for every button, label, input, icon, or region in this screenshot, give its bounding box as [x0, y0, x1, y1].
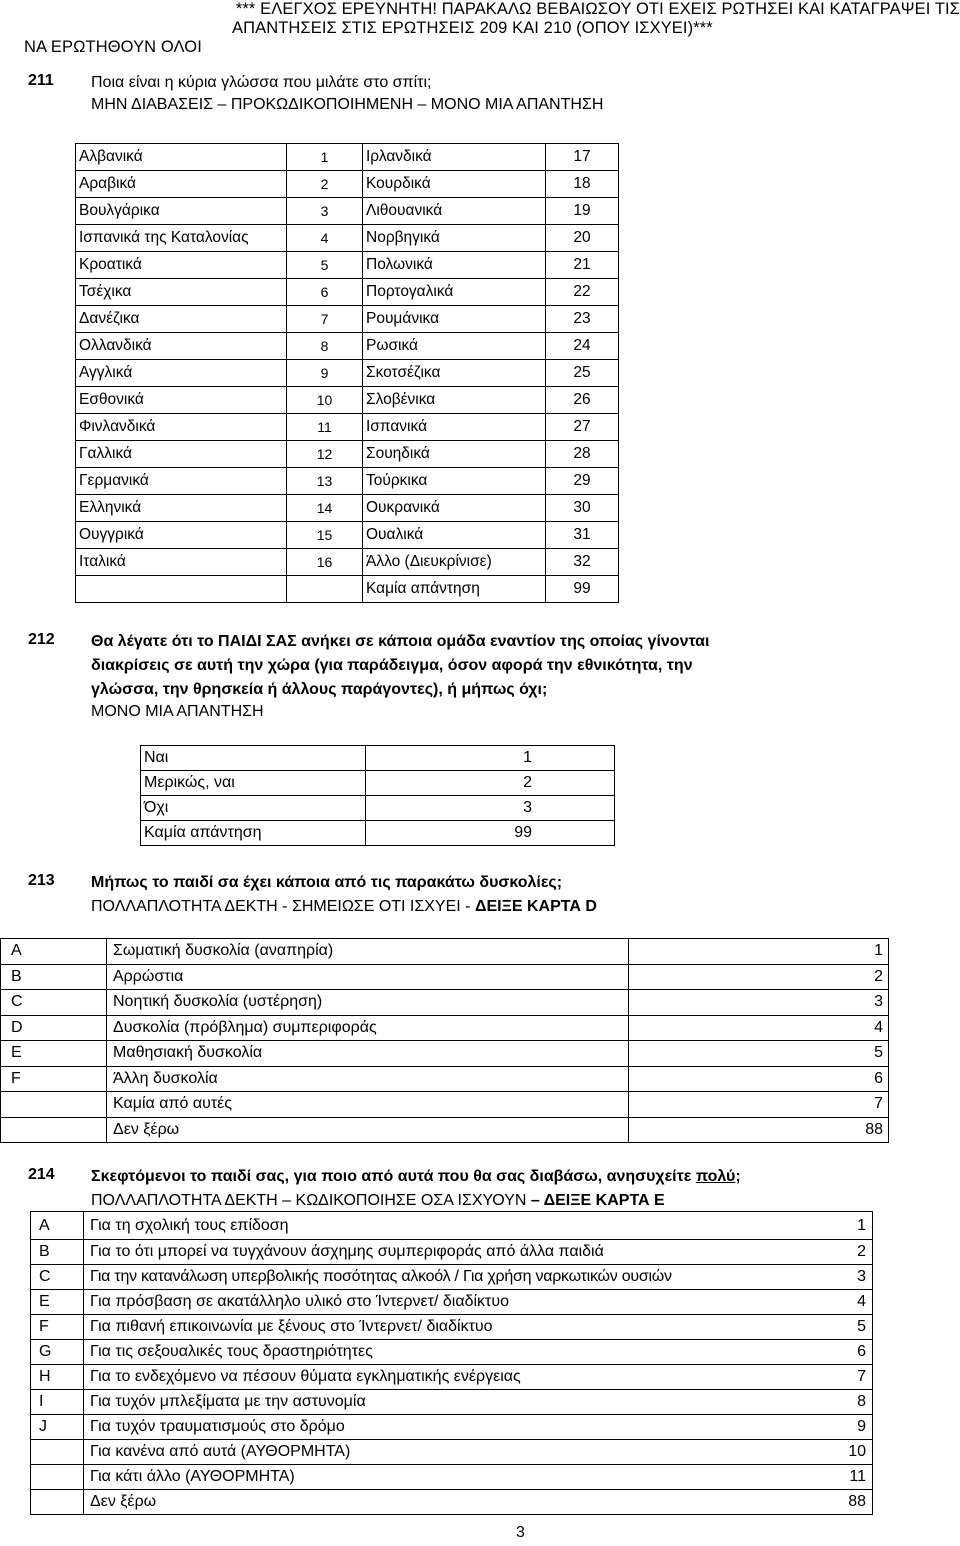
language-code: 19: [546, 198, 619, 225]
language-label: Ολλανδικά: [76, 333, 287, 360]
language-code: 8: [287, 333, 363, 360]
language-label: Πορτογαλικά: [363, 279, 546, 306]
language-label: Ελληνικά: [76, 495, 287, 522]
language-code: 21: [546, 252, 619, 279]
language-label: Σλοβένικα: [363, 387, 546, 414]
difficulty-label: Σωματική δυσκολία (αναπηρία): [107, 939, 629, 965]
row-letter: E: [1, 1041, 107, 1067]
difficulty-label: Καμία από αυτές: [107, 1092, 629, 1118]
concern-code: 8: [857, 1393, 866, 1410]
concern-cell: [84, 1365, 873, 1390]
language-label: Αραβικά: [76, 171, 287, 198]
difficulty-code: 88: [629, 1117, 889, 1143]
discrimination-answers-table: [140, 745, 615, 846]
concern-label: Για κανένα από αυτά (ΑΥΘΟΡΜΗΤΑ): [90, 1443, 351, 1460]
table-row: [1, 1041, 889, 1067]
page-number: 3: [516, 1524, 525, 1541]
language-code: 99: [546, 576, 619, 603]
row-letter: C: [31, 1265, 84, 1290]
difficulty-label: Νοητική δυσκολία (υστέρηση): [107, 990, 629, 1016]
row-letter: B: [31, 1240, 84, 1265]
language-code: 5: [287, 252, 363, 279]
note-line-3: ΝΑ ΕΡΩΤΗΘΟΥΝ ΟΛΟΙ: [24, 38, 202, 56]
language-code: [287, 576, 363, 603]
concern-code: 3: [857, 1268, 866, 1285]
concern-cell: [84, 1290, 873, 1315]
language-label: Κροατικά: [76, 252, 287, 279]
table-row: [76, 198, 619, 225]
question-number: 212: [28, 631, 55, 648]
table-row: [76, 441, 619, 468]
concern-cell: [84, 1315, 873, 1340]
language-code: 31: [546, 522, 619, 549]
table-row: [31, 1490, 873, 1515]
question-instruction: [91, 896, 597, 918]
concern-cell: [84, 1490, 873, 1515]
row-letter: [31, 1440, 84, 1465]
concern-code: 2: [857, 1243, 866, 1260]
language-code: 23: [546, 306, 619, 333]
table-row: [141, 821, 615, 846]
language-label: Καμία απάντηση: [363, 576, 546, 603]
table-row: [31, 1390, 873, 1415]
language-label: Φινλανδικά: [76, 414, 287, 441]
row-letter: E: [31, 1290, 84, 1315]
concern-code: 5: [857, 1318, 866, 1335]
language-label: Τούρκικα: [363, 468, 546, 495]
note-line-2: ΑΠΑΝΤΗΣΕΙΣ ΣΤΙΣ ΕΡΩΤΗΣΕΙΣ 209 ΚΑΙ 210 (ΟΠΟΥ ΙΣΧΥΕΙ)***: [232, 19, 713, 37]
row-letter: I: [31, 1390, 84, 1415]
concern-cell: [84, 1265, 873, 1290]
difficulty-code: 1: [629, 939, 889, 965]
table-row: [141, 746, 615, 771]
concern-code: 7: [857, 1368, 866, 1385]
language-label: Αγγλικά: [76, 360, 287, 387]
language-code: 2: [287, 171, 363, 198]
table-row: [76, 522, 619, 549]
interviewer-check-note: [24, 0, 960, 57]
language-label: Σκοτσέζικα: [363, 360, 546, 387]
question-text-before: Σκεφτόμενοι το παιδί σας, για ποιο από αυτά που θα σας διαβάσω, ανησυχείτε: [91, 1168, 696, 1185]
table-row: [76, 387, 619, 414]
table-row: [76, 306, 619, 333]
table-row: [1, 1066, 889, 1092]
concern-cell: [84, 1240, 873, 1265]
language-code: 12: [287, 441, 363, 468]
language-code: 4: [287, 225, 363, 252]
table-row: [76, 549, 619, 576]
language-label: Πολωνικά: [363, 252, 546, 279]
difficulty-code: 4: [629, 1015, 889, 1041]
instruction-normal: ΠΟΛΛΑΠΛΟΤΗΤΑ ΔΕΚΤΗ – ΚΩΔΙΚΟΠΟΙΗΣΕ ΟΣΑ ΙΣΧΥΟΥΝ: [91, 1192, 531, 1209]
language-label: Ουγγρικά: [76, 522, 287, 549]
table-row: [31, 1240, 873, 1265]
concern-code: 10: [848, 1443, 866, 1460]
concern-label: Για τη σχολική τους επίδοση: [90, 1216, 289, 1234]
table-row: [141, 771, 615, 796]
language-label: Άλλο (Διευκρίνισε): [363, 549, 546, 576]
answer-label: Καμία απάντηση: [141, 821, 366, 846]
language-code: 16: [287, 549, 363, 576]
table-row: [76, 360, 619, 387]
languages-table: [75, 143, 619, 603]
language-code: 6: [287, 279, 363, 306]
table-row: [76, 252, 619, 279]
language-label: Νορβηγικά: [363, 225, 546, 252]
concern-label: Δεν ξέρω: [90, 1493, 157, 1510]
question-text: Μήπως το παιδί σα έχει κάποια από τις παρακάτω δυσκολίες;: [91, 874, 563, 891]
concern-code: 1: [857, 1216, 866, 1234]
row-letter: A: [31, 1212, 84, 1240]
language-code: 14: [287, 495, 363, 522]
concern-label: Για τυχόν τραυματισμούς στο δρόμο: [90, 1418, 345, 1435]
question-text-after: ;: [735, 1168, 741, 1185]
language-code: 32: [546, 549, 619, 576]
row-letter: A: [1, 939, 107, 965]
table-row: [31, 1415, 873, 1440]
table-row: [76, 576, 619, 603]
concern-label: Για κάτι άλλο (ΑΥΘΟΡΜΗΤΑ): [90, 1468, 295, 1485]
question-number: 214: [28, 1166, 55, 1183]
concern-cell: [84, 1390, 873, 1415]
language-label: Αλβανικά: [76, 144, 287, 171]
language-code: 9: [287, 360, 363, 387]
table-row: [1, 1117, 889, 1143]
table-row: [76, 495, 619, 522]
instruction-bold: – ΔΕΙΞΕ ΚΑΡΤΑ E: [530, 1192, 665, 1209]
concern-label: Για πρόσβαση σε ακατάλληλο υλικό στο Ίντερνετ/ διαδίκτυο: [90, 1293, 510, 1310]
table-row: [1, 964, 889, 990]
row-letter: B: [1, 964, 107, 990]
row-letter: F: [1, 1066, 107, 1092]
row-letter: [31, 1490, 84, 1515]
row-letter: H: [31, 1365, 84, 1390]
language-code: 18: [546, 171, 619, 198]
table-row: [141, 796, 615, 821]
answer-code: 99: [366, 821, 615, 846]
concern-code: 6: [857, 1343, 866, 1360]
table-row: [76, 225, 619, 252]
concern-cell: [84, 1340, 873, 1365]
language-code: 13: [287, 468, 363, 495]
table-row: [1, 1092, 889, 1118]
question-instruction: ΜΗΝ ΔΙΑΒΑΣΕΙΣ – ΠΡΟΚΩΔΙΚΟΠΟΙΗΜΕΝΗ – ΜΟΝΟ ΜΙΑ ΑΠΑΝΤΗΣΗ: [91, 96, 604, 113]
difficulty-code: 3: [629, 990, 889, 1016]
table-row: [1, 990, 889, 1016]
concerns-table: [30, 1211, 873, 1515]
language-label: [76, 576, 287, 603]
concern-cell: [84, 1415, 873, 1440]
question-number: 213: [28, 872, 55, 889]
language-code: 7: [287, 306, 363, 333]
answer-code: 1: [366, 746, 615, 771]
concern-code: 88: [848, 1493, 866, 1510]
language-code: 24: [546, 333, 619, 360]
row-letter: [1, 1092, 107, 1118]
concern-label: Για πιθανή επικοινωνία με ξένους στο Ίντερνετ/ διαδίκτυο: [90, 1318, 493, 1335]
concern-label: Για τυχόν μπλεξίματα με την αστυνομία: [90, 1393, 366, 1410]
row-letter: D: [1, 1015, 107, 1041]
row-letter: F: [31, 1315, 84, 1340]
table-row: [76, 279, 619, 306]
difficulty-label: Δεν ξέρω: [107, 1117, 629, 1143]
concern-cell: [84, 1440, 873, 1465]
difficulty-code: 7: [629, 1092, 889, 1118]
answer-code: 3: [366, 796, 615, 821]
difficulties-table: [0, 938, 889, 1143]
row-letter: [31, 1465, 84, 1490]
difficulty-code: 5: [629, 1041, 889, 1067]
answer-label: Μερικώς, ναι: [141, 771, 366, 796]
language-code: 29: [546, 468, 619, 495]
table-row: [31, 1265, 873, 1290]
answer-code: 2: [366, 771, 615, 796]
concern-code: 11: [849, 1468, 866, 1485]
concern-code: 9: [857, 1418, 866, 1435]
table-row: [76, 414, 619, 441]
language-code: 25: [546, 360, 619, 387]
concern-label: Για το ενδεχόμενο να πέσουν θύματα εγκληματικής ενέργειας: [90, 1368, 521, 1385]
table-row: [31, 1315, 873, 1340]
question-text: Ποια είναι η κύρια γλώσσα που μιλάτε στο σπίτι;: [91, 74, 432, 91]
language-code: 27: [546, 414, 619, 441]
question-number: 211: [28, 72, 54, 89]
question-text-line-3: γλώσσα, την θρησκεία ή άλλους παράγοντες), ή μήπως όχι;: [91, 681, 548, 698]
concern-label: Για τις σεξουαλικές τους δραστηριότητες: [90, 1343, 373, 1360]
difficulty-label: Άλλη δυσκολία: [107, 1066, 629, 1092]
language-label: Γαλλικά: [76, 441, 287, 468]
table-row: [31, 1465, 873, 1490]
difficulty-code: 6: [629, 1066, 889, 1092]
concern-cell: [84, 1465, 873, 1490]
language-label: Γερμανικά: [76, 468, 287, 495]
instruction-bold: ΔΕΙΞΕ ΚΑΡΤΑ D: [474, 898, 597, 915]
language-label: Σουηδικά: [363, 441, 546, 468]
language-label: Ισπανικά της Καταλονίας: [76, 225, 287, 252]
question-text-line-1: Θα λέγατε ότι το ΠΑΙΔΙ ΣΑΣ ανήκει σε κάποια ομάδα εναντίον της οποίας γίνονται: [91, 633, 710, 650]
row-letter: G: [31, 1340, 84, 1365]
language-label: Εσθονικά: [76, 387, 287, 414]
language-label: Κουρδικά: [363, 171, 546, 198]
table-row: [31, 1365, 873, 1390]
note-line-1: *** ΕΛΕΓΧΟΣ ΕΡΕΥΝΗΤΗ! ΠΑΡΑΚΑΛΩ ΒΕΒΑΙΩΣΟΥ ΟΤΙ ΕΧΕΙΣ ΡΩΤΗΣΕΙ ΚΑΙ ΚΑΤΑΓΡΑΨΕΙ ΤΙΣ: [235, 0, 960, 18]
language-label: Ρουμάνικα: [363, 306, 546, 333]
table-row: [31, 1440, 873, 1465]
difficulty-label: Δυσκολία (πρόβλημα) συμπεριφοράς: [107, 1015, 629, 1041]
table-row: [76, 333, 619, 360]
language-label: Ισπανικά: [363, 414, 546, 441]
question-instruction: [91, 1190, 665, 1212]
question-text: [91, 1166, 741, 1188]
concern-cell: [84, 1212, 873, 1240]
row-letter: C: [1, 990, 107, 1016]
language-label: Ιρλανδικά: [363, 144, 546, 171]
language-label: Δανέζικα: [76, 306, 287, 333]
table-row: [31, 1290, 873, 1315]
question-text-emphasis: πολύ: [695, 1168, 736, 1185]
language-code: 26: [546, 387, 619, 414]
table-row: [76, 468, 619, 495]
concern-label: Για το ότι μπορεί να τυγχάνουν άσχημης συμπεριφοράς από άλλα παιδιά: [90, 1243, 604, 1260]
table-row: [1, 1015, 889, 1041]
instruction-normal: ΠΟΛΛΑΠΛΟΤΗΤΑ ΔΕΚΤΗ - ΣΗΜΕΙΩΣΕ ΟΤΙ ΙΣΧΥΕΙ -: [91, 898, 475, 915]
answer-label: Όχι: [141, 796, 366, 821]
question-instruction: ΜΟΝΟ ΜΙΑ ΑΠΑΝΤΗΣΗ: [91, 703, 264, 720]
language-code: 3: [287, 198, 363, 225]
concern-label: Για την κατανάλωση υπερβολικής ποσότητας αλκοόλ / Για χρήση ναρκωτικών ουσιών: [90, 1268, 672, 1285]
difficulty-label: Μαθησιακή δυσκολία: [107, 1041, 629, 1067]
language-label: Τσέχικα: [76, 279, 287, 306]
table-row: [31, 1212, 873, 1240]
language-code: 17: [546, 144, 619, 171]
language-code: 28: [546, 441, 619, 468]
language-label: Ρωσικά: [363, 333, 546, 360]
language-label: Ιταλικά: [76, 549, 287, 576]
concern-code: 4: [857, 1293, 866, 1310]
language-label: Ουαλικά: [363, 522, 546, 549]
language-code: 15: [287, 522, 363, 549]
answer-label: Ναι: [141, 746, 366, 771]
row-letter: J: [31, 1415, 84, 1440]
language-code: 10: [287, 387, 363, 414]
language-code: 30: [546, 495, 619, 522]
row-letter: [1, 1117, 107, 1143]
table-row: [31, 1340, 873, 1365]
table-row: [76, 144, 619, 171]
table-row: [76, 171, 619, 198]
language-label: Βουλγάρικα: [76, 198, 287, 225]
difficulty-code: 2: [629, 964, 889, 990]
table-row: [1, 939, 889, 965]
language-label: Ουκρανικά: [363, 495, 546, 522]
language-label: Λιθουανικά: [363, 198, 546, 225]
language-code: 22: [546, 279, 619, 306]
language-code: 11: [287, 414, 363, 441]
language-code: 1: [287, 144, 363, 171]
difficulty-label: Αρρώστια: [107, 964, 629, 990]
language-code: 20: [546, 225, 619, 252]
question-text-line-2: διακρίσεις σε αυτή την χώρα (για παράδειγμα, όσον αφορά την εθνικότητα, την: [91, 657, 693, 674]
